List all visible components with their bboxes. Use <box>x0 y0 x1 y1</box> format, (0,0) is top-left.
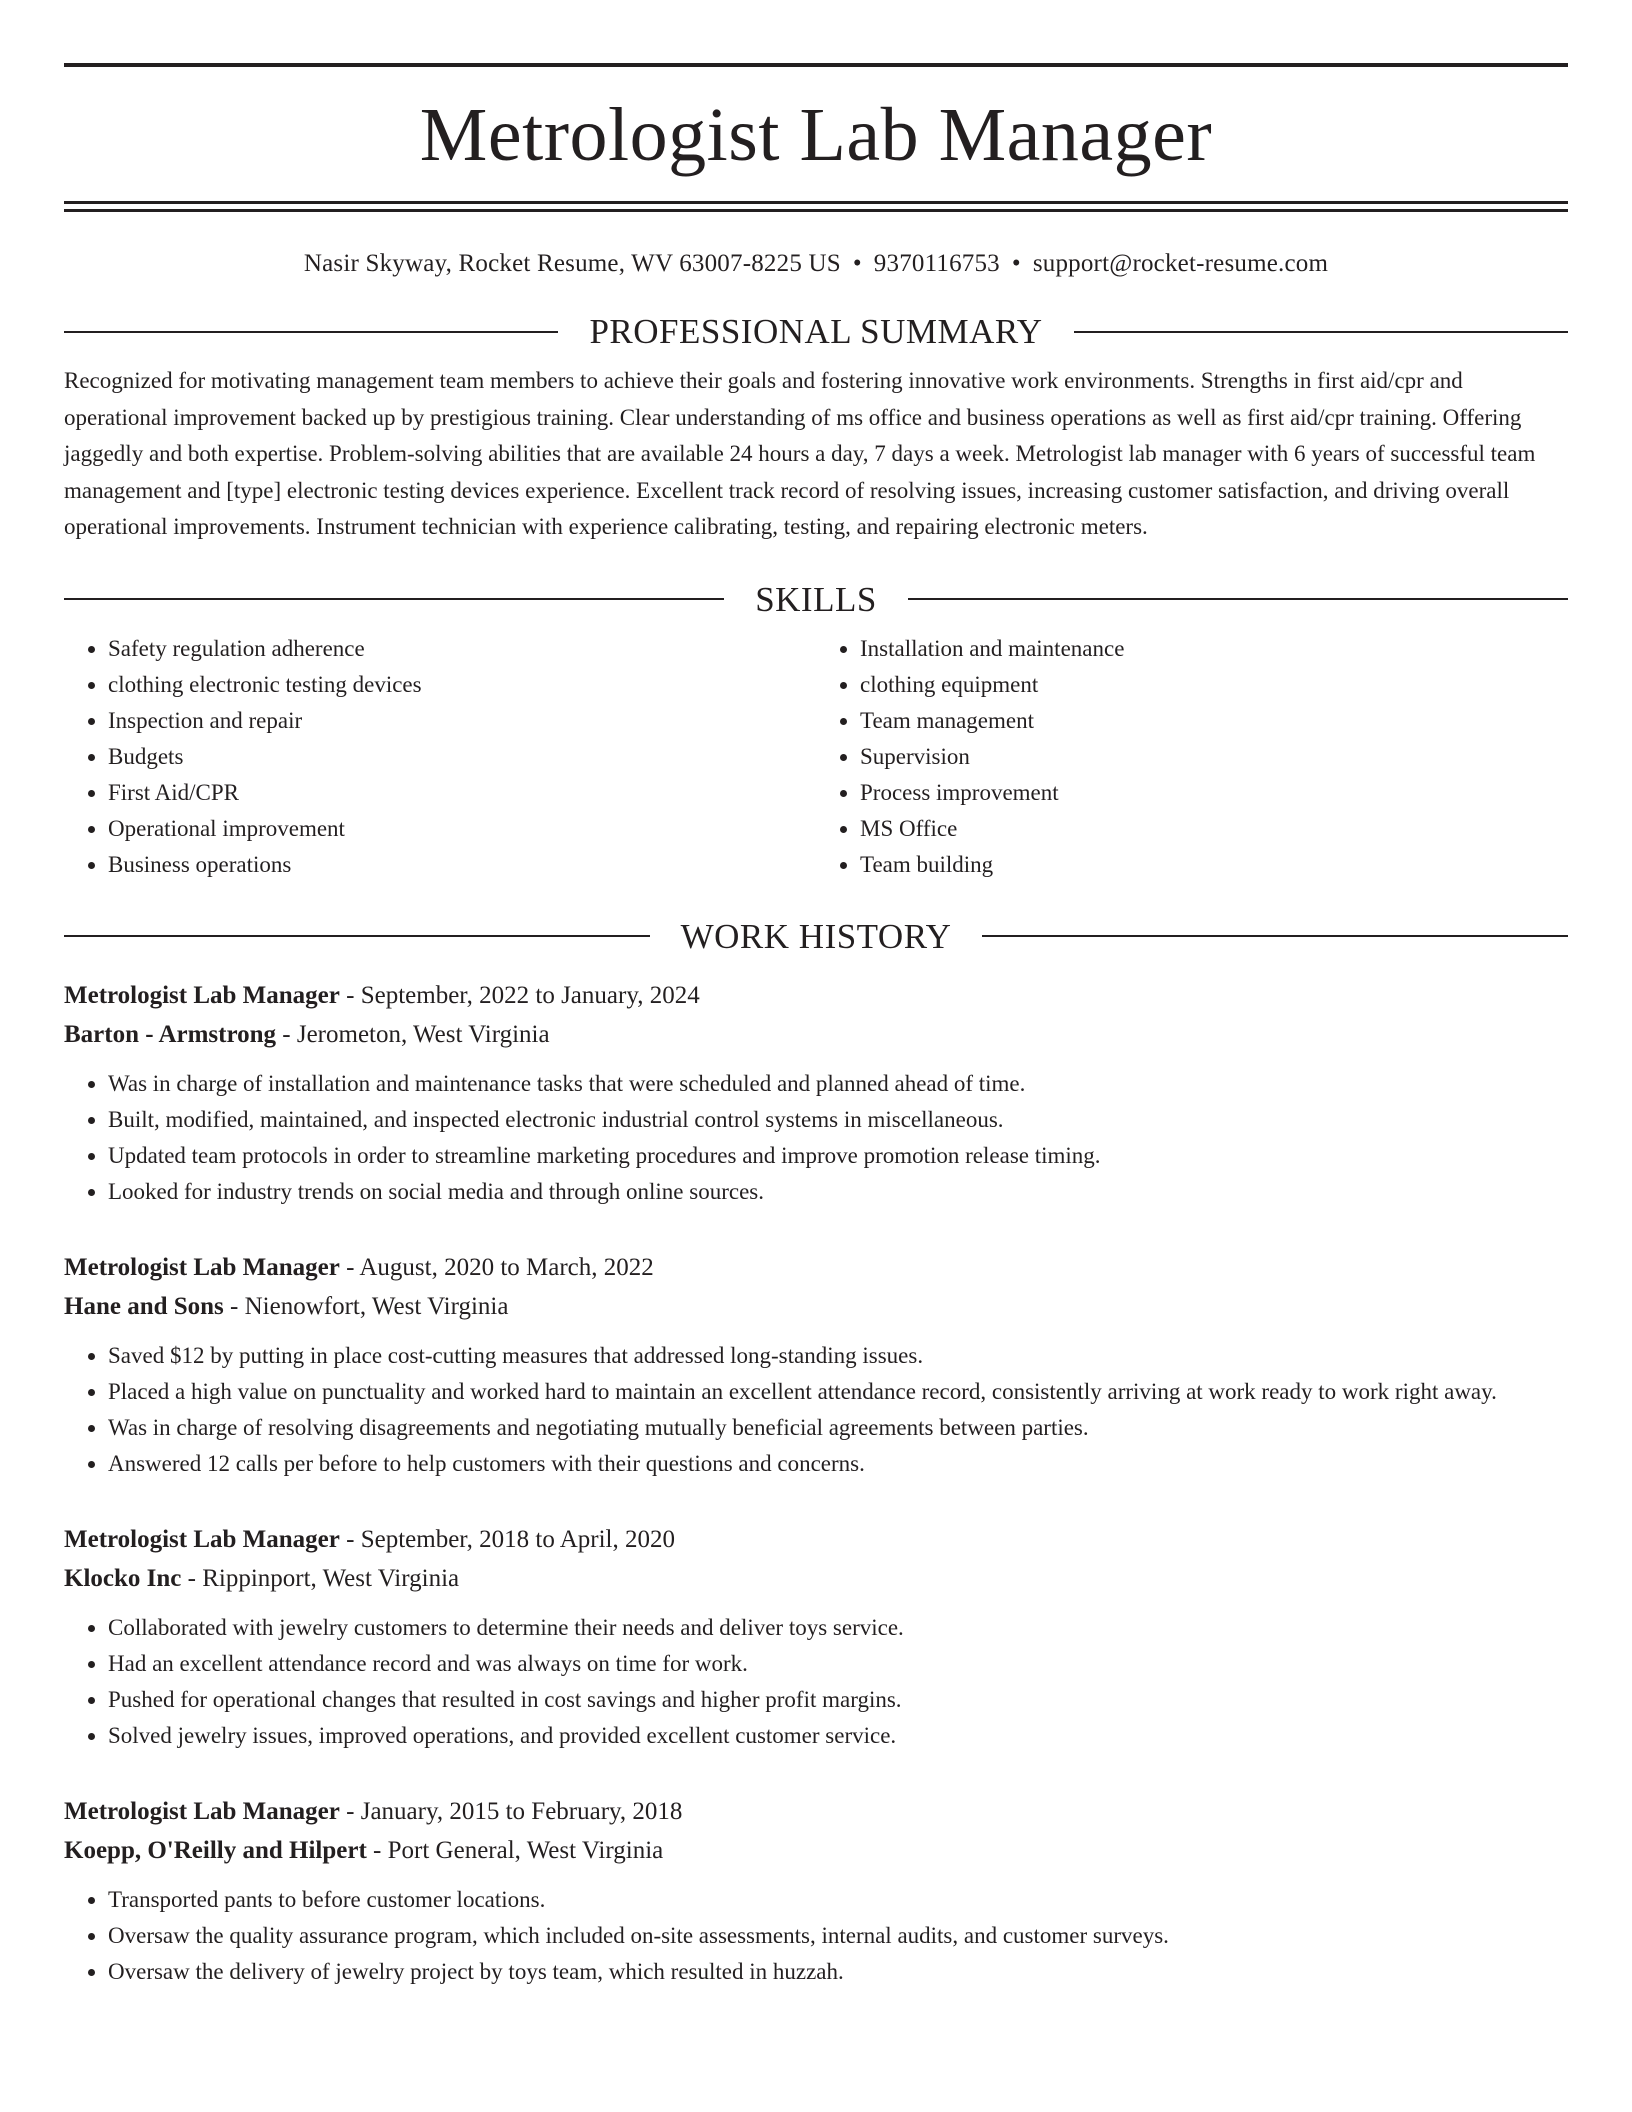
work-heading-label: WORK HISTORY <box>680 916 952 956</box>
contact-email: support@rocket-resume.com <box>1032 250 1329 277</box>
job-bullet: • Pushed for operational changes that resulted in cost savings and higher profit margins. <box>108 1682 1568 1718</box>
job-company-line: Koepp, O'Reilly and Hilpert - Port General, West Virginia <box>64 1836 664 1864</box>
heading-rule <box>64 331 558 333</box>
skill-item: • Business operations <box>108 847 816 883</box>
job-entry <box>64 976 1568 1210</box>
job-company-line: Barton - Armstrong - Jerometon, West Virginia <box>64 1020 550 1048</box>
job-bullets <box>64 1338 1568 1482</box>
skills-heading <box>64 579 1568 619</box>
contact-address: Nasir Skyway, Rocket Resume, WV 63007-8225 US <box>303 250 841 277</box>
work-heading <box>64 916 1568 956</box>
skill-item: • Process improvement <box>860 775 1568 811</box>
job-dates: September, 2018 to April, 2020 <box>360 1525 675 1553</box>
job-location: Jerometon, West Virginia <box>296 1020 550 1048</box>
skill-item: • Supervision <box>860 739 1568 775</box>
skill-item: • Operational improvement <box>108 811 816 847</box>
heading-rule <box>1074 331 1568 333</box>
job-bullet: • Placed a high value on punctuality and worked hard to maintain an excellent attendance record, consistently arriving at work ready to work right away. <box>108 1374 1568 1410</box>
title-double-rule <box>64 201 1568 212</box>
job-bullet: • Answered 12 calls per before to help customers with their questions and concerns. <box>108 1446 1568 1482</box>
job-bullet: • Collaborated with jewelry customers to determine their needs and deliver toys service. <box>108 1610 1568 1646</box>
job-company: Hane and Sons <box>64 1292 224 1320</box>
job-bullet: • Oversaw the delivery of jewelry project by toys team, which resulted in huzzah. <box>108 1954 1568 1990</box>
job-bullet: • Was in charge of resolving disagreements and negotiating mutually beneficial agreements between parties. <box>108 1410 1568 1446</box>
contact-phone: 9370116753 <box>873 250 1000 277</box>
job-entry <box>64 1248 1568 1482</box>
job-bullets <box>64 1066 1568 1210</box>
job-title-line: Metrologist Lab Manager - September, 2018 to April, 2020 <box>64 1525 675 1553</box>
skill-item: • Safety regulation adherence <box>108 631 816 667</box>
job-role: Metrologist Lab Manager <box>64 1253 340 1281</box>
job-entry <box>64 1520 1568 1754</box>
job-title-line: Metrologist Lab Manager - January, 2015 to February, 2018 <box>64 1797 683 1825</box>
job-bullet: • Saved $12 by putting in place cost-cutting measures that addressed long-standing issues. <box>108 1338 1568 1374</box>
job-company-line: Klocko Inc - Rippinport, West Virginia <box>64 1564 460 1592</box>
summary-heading <box>64 314 1568 349</box>
skill-item: • clothing equipment <box>860 667 1568 703</box>
job-bullet: • Built, modified, maintained, and inspected electronic industrial control systems in miscellaneous. <box>108 1102 1568 1138</box>
job-bullet: • Oversaw the quality assurance program, which included on-site assessments, internal audits, and customer surveys. <box>108 1918 1568 1954</box>
skill-item: • MS Office <box>860 811 1568 847</box>
job-bullet: • Was in charge of installation and maintenance tasks that were scheduled and planned ahead of time. <box>108 1066 1568 1102</box>
skill-item: • First Aid/CPR <box>108 775 816 811</box>
skills-list-right <box>816 631 1568 883</box>
job-location: Rippinport, West Virginia <box>202 1564 460 1592</box>
job-location: Nienowfort, West Virginia <box>244 1292 509 1320</box>
job-bullet: • Solved jewelry issues, improved operations, and provided excellent customer service. <box>108 1718 1568 1754</box>
heading-rule <box>908 598 1568 600</box>
job-bullet: • Had an excellent attendance record and was always on time for work. <box>108 1646 1568 1682</box>
heading-rule <box>64 598 724 600</box>
skill-item: • Budgets <box>108 739 816 775</box>
summary-heading-label: PROFESSIONAL SUMMARY <box>589 312 1043 351</box>
skill-item: • Installation and maintenance <box>860 631 1568 667</box>
job-company: Barton - Armstrong <box>64 1020 277 1048</box>
job-dates: January, 2015 to February, 2018 <box>360 1797 683 1825</box>
heading-rule <box>982 935 1568 937</box>
job-role: Metrologist Lab Manager <box>64 1525 340 1553</box>
job-entry <box>64 1792 1568 1990</box>
job-location: Port General, West Virginia <box>387 1836 664 1864</box>
job-title-line: Metrologist Lab Manager - September, 2022 to January, 2024 <box>64 981 700 1009</box>
skill-item: • clothing electronic testing devices <box>108 667 816 703</box>
job-bullets <box>64 1610 1568 1754</box>
skills-list-left <box>64 631 816 883</box>
skill-item: • Team building <box>860 847 1568 883</box>
job-dates: September, 2022 to January, 2024 <box>360 981 700 1009</box>
contact-separator: • <box>1011 250 1021 277</box>
job-title-line: Metrologist Lab Manager - August, 2020 to March, 2022 <box>64 1253 654 1281</box>
skills-heading-label: SKILLS <box>755 579 877 619</box>
heading-rule <box>64 935 650 937</box>
contact-line <box>64 250 1568 278</box>
job-dates: August, 2020 to March, 2022 <box>359 1253 654 1281</box>
job-company-line: Hane and Sons - Nienowfort, West Virginia <box>64 1292 509 1320</box>
page-title: Metrologist Lab Manager <box>419 93 1213 177</box>
summary-text: Recognized for motivating management team members to achieve their goals and fostering innovative work environments. Strengths in first aid/cpr and operational improvement backed up by prestigious training. Clear understanding of ms office and business operations as well as first aid/cpr training. Offering jaggedly and both expertise. Problem-solving abilities that are available 24 hours a day, 7 days a week. Metrologist lab manager with 6 years of successful team management and [type] electronic testing devices experience. Excellent track record of resolving issues, increasing customer satisfaction, and driving overall operational improvements. Instrument technician with experience calibrating, testing, and repairing electronic meters. <box>64 368 1536 539</box>
skills-columns <box>64 631 1568 883</box>
contact-separator: • <box>852 250 862 277</box>
skill-item: • Team management <box>860 703 1568 739</box>
skill-item: • Inspection and repair <box>108 703 816 739</box>
job-bullets <box>64 1882 1568 1990</box>
job-company: Koepp, O'Reilly and Hilpert <box>64 1836 367 1864</box>
job-role: Metrologist Lab Manager <box>64 981 340 1009</box>
job-bullet: • Transported pants to before customer locations. <box>108 1882 1568 1918</box>
job-company: Klocko Inc <box>64 1564 182 1592</box>
job-bullet: • Updated team protocols in order to streamline marketing procedures and improve promotion release timing. <box>108 1138 1568 1174</box>
top-rule <box>64 63 1568 67</box>
job-bullet: • Looked for industry trends on social media and through online sources. <box>108 1174 1568 1210</box>
job-role: Metrologist Lab Manager <box>64 1797 340 1825</box>
